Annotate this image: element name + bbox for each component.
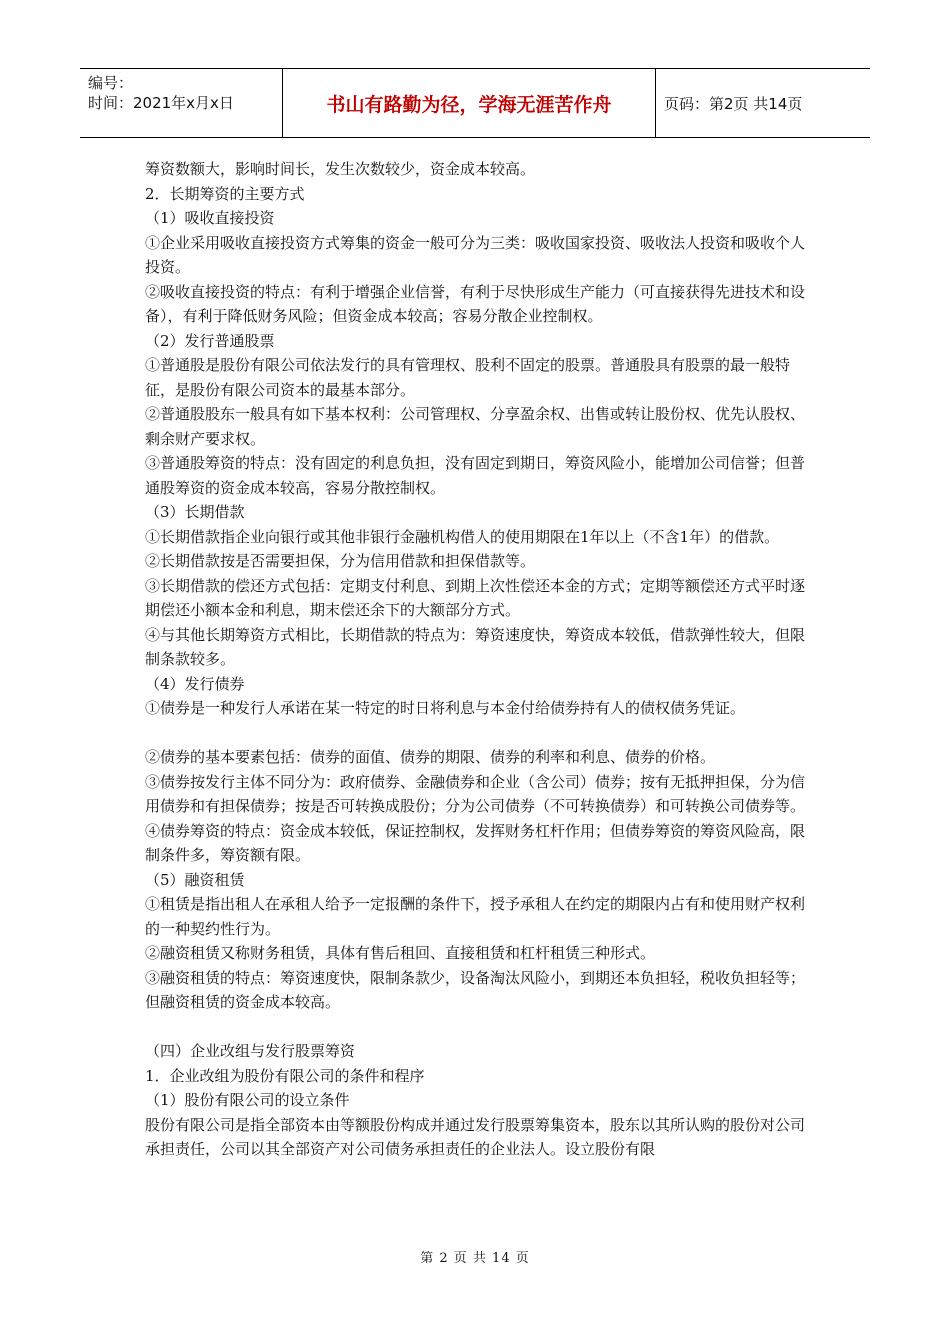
subsection-heading: （1）股份有限公司的设立条件	[145, 1091, 350, 1109]
paragraph: ③普通股筹资的特点：没有固定的利息负担，没有固定到期日，筹资风险小，能增加公司信誉；但普通股筹资的资金成本较高，容易分散控制权。	[145, 454, 806, 497]
header-info-cell	[80, 69, 283, 137]
blank-line	[145, 1015, 817, 1040]
blank-line	[145, 721, 817, 746]
document-date-label: 时间：2021年x月x日	[88, 94, 234, 112]
document-body	[145, 157, 817, 1162]
subsection-heading: （3）长期借款	[145, 503, 245, 521]
header-page-number: 页码：第2页 共14页	[664, 94, 803, 113]
section-heading: 2．长期筹资的主要方式	[145, 184, 305, 203]
paragraph: ②债券的基本要素包括：债券的面值、债券的期限、债券的利率和利息、债券的价格。	[145, 748, 716, 766]
section-heading: 1．企业改组为股份有限公司的条件和程序	[145, 1066, 425, 1085]
paragraph: ①长期借款指企业向银行或其他非银行金融机构借人的使用期限在1年以上（不含1年）的借款。	[145, 527, 780, 546]
section-heading: （四）企业改组与发行股票筹资	[145, 1042, 356, 1060]
paragraph: 股份有限公司是指全部资本由等额股份构成并通过发行股票筹集资本，股东以其所认购的股份对公司承担责任，公司以其全部资产对公司债务承担责任的企业法人。设立股份有限	[145, 1115, 806, 1158]
paragraph: ①普通股是股份有限公司依法发行的具有管理权、股利不固定的股票。普通股具有股票的最一般特征，是股份有限公司资本的最基本部分。	[145, 356, 791, 399]
paragraph: ②长期借款按是否需要担保，分为信用借款和担保借款等。	[145, 552, 536, 570]
paragraph: ②普通股股东一般具有如下基本权利：公司管理权、分享盈余权、出售或转让股份权、优先认股权、剩余财产要求权。	[145, 405, 806, 448]
paragraph: ②融资租赁又称财务租赁，具体有售后租回、直接租赁和杠杆租赁三种形式。	[145, 944, 656, 962]
paragraph: ④与其他长期筹资方式相比，长期借款的特点为：筹资速度快，筹资成本较低，借款弹性较大，但限制条款较多。	[145, 625, 806, 668]
document-number-label: 编号：	[88, 74, 134, 92]
paragraph: ③融资租赁的特点：筹资速度快，限制条款少，设备淘汰风险小，到期还本负担轻，税收负担轻等；但融资租赁的资金成本较高。	[145, 968, 806, 1011]
paragraph: ④债券筹资的特点：资金成本较低，保证控制权，发挥财务杠杆作用；但债券筹资的筹资风险高，限制条件多，筹资额有限。	[145, 821, 806, 864]
paragraph: ③长期借款的偿还方式包括：定期支付利息、到期上次性偿还本金的方式；定期等额偿还方式平时逐期偿还小额本金和利息，期末偿还余下的大额部分方式。	[145, 576, 806, 619]
paragraph: ②吸收直接投资的特点：有利于增强企业信誉，有利于尽快形成生产能力（可直接获得先进技术和设备），有利于降低财务风险；但资金成本较高；容易分散企业控制权。	[145, 282, 806, 325]
page-header	[80, 68, 870, 138]
page-footer	[0, 1247, 950, 1266]
paragraph: ①租赁是指出租人在承租人给予一定报酬的条件下，授予承租人在约定的期限内占有和使用财产权利的一种契约性行为。	[145, 895, 806, 938]
paragraph: ①债券是一种发行人承诺在某一特定的时日将利息与本金付给债券持有人的债权债务凭证。	[145, 699, 746, 717]
paragraph: ①企业采用吸收直接投资方式筹集的资金一般可分为三类：吸收国家投资、吸收法人投资和吸收个人投资。	[145, 233, 806, 276]
header-motto-cell	[283, 69, 656, 137]
footer-page-number: 第 2 页 共 14 页	[420, 1251, 530, 1266]
subsection-heading: （5）融资租赁	[145, 870, 245, 889]
paragraph: 筹资数额大，影响时间长，发生次数较少，资金成本较高。	[145, 160, 536, 178]
subsection-heading: （2）发行普通股票	[145, 331, 275, 350]
header-page-cell	[656, 69, 870, 137]
paragraph: ③债券按发行主体不同分为：政府债券、金融债券和企业（含公司）债券；按有无抵押担保，分为信用债券和有担保债券；按是否可转换成股份；分为公司债券（不可转换债券）和可转换公司债券等。	[145, 772, 806, 815]
subsection-heading: （1）吸收直接投资	[145, 209, 275, 227]
header-motto: 书山有路勤为径，学海无涯苦作舟	[326, 93, 612, 116]
subsection-heading: （4）发行债券	[145, 674, 245, 693]
